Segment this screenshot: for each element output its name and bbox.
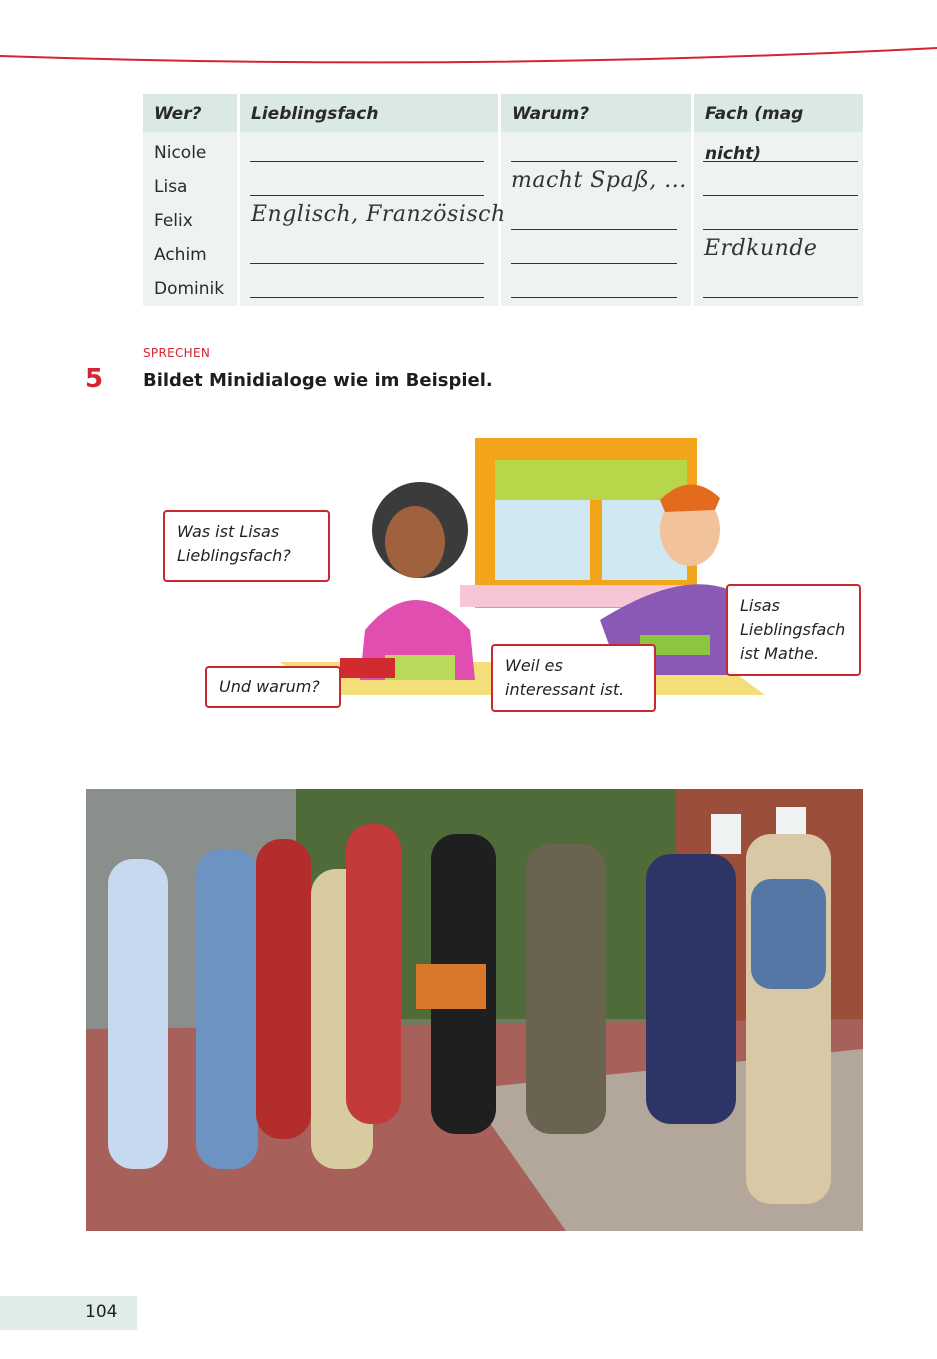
handwritten-lisa-reason: macht Spaß, ... (511, 168, 687, 193)
dialogue-illustration (160, 430, 870, 720)
speech-bubble-question-2: Und warum? (205, 666, 341, 708)
page-number: 104 (85, 1302, 118, 1322)
exercise-title: Bildet Minidialoge wie im Beispiel. (143, 370, 493, 391)
name-lisa: Lisa (154, 177, 188, 197)
speech-bubble-question-1 (163, 510, 330, 582)
header-wer: Wer? (143, 94, 237, 132)
answer-line[interactable] (511, 263, 677, 264)
answer-line[interactable] (250, 161, 484, 162)
answer-line[interactable] (250, 195, 484, 196)
bubble-text: Lieblingsfach? (177, 546, 291, 565)
bubble-text: ist Mathe. (740, 644, 820, 663)
students-photo (86, 789, 863, 1231)
bubble-text: Lieblingsfach (740, 620, 846, 639)
answer-line[interactable] (250, 263, 484, 264)
bubble-text: Weil es (505, 656, 563, 675)
page-number-tab (0, 1296, 137, 1330)
bubble-text: interessant ist. (505, 680, 625, 699)
handwritten-felix-subject: Englisch, Französisch (251, 202, 506, 227)
handwritten-achim-dislike: Erdkunde (704, 236, 818, 261)
bubble-text: Was ist Lisas (177, 522, 280, 541)
bubble-text: Lisas (740, 596, 780, 615)
name-nicole: Nicole (154, 143, 207, 163)
answer-line[interactable] (703, 297, 858, 298)
header-mag-nicht: Fach (mag nicht) (694, 94, 863, 132)
exercise-number: 5 (85, 364, 104, 394)
answer-line[interactable] (703, 229, 858, 230)
header-warum: Warum? (501, 94, 691, 132)
header-lieblingsfach: Lieblingsfach (240, 94, 498, 132)
answer-line[interactable] (511, 161, 677, 162)
speech-bubble-answer-2 (491, 644, 656, 712)
favorite-subject-table (143, 94, 863, 306)
answer-line[interactable] (511, 229, 677, 230)
name-dominik: Dominik (154, 279, 225, 299)
photo-scene (86, 789, 863, 1231)
answer-line[interactable] (250, 297, 484, 298)
name-achim: Achim (154, 245, 207, 265)
speech-bubble-answer-1 (726, 584, 861, 676)
books (340, 658, 395, 678)
name-felix: Felix (154, 211, 193, 231)
top-red-rule (0, 0, 937, 80)
answer-line[interactable] (703, 161, 858, 162)
section-kicker: SPRECHEN (143, 346, 211, 360)
answer-line[interactable] (703, 195, 858, 196)
answer-line[interactable] (511, 297, 677, 298)
girl-face (385, 506, 445, 578)
